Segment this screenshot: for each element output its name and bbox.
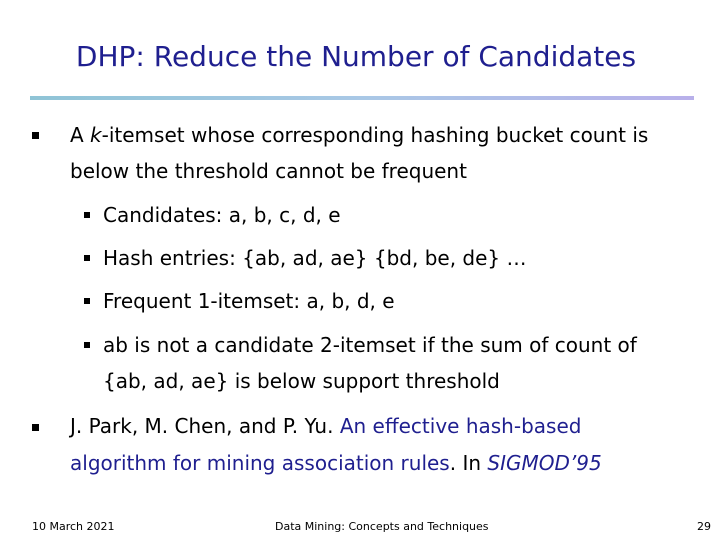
bullet-marker	[32, 132, 39, 139]
bullet-1-k-italic: k	[90, 123, 102, 147]
slide-title: DHP: Reduce the Number of Candidates	[75, 40, 637, 73]
citation-title-link-part-2[interactable]: algorithm for mining association rules	[70, 451, 450, 475]
footer-center-title: Data Mining: Concepts and Techniques	[275, 520, 489, 533]
title-divider	[30, 96, 694, 100]
sub-bullet-ab-line-1: ab is not a candidate 2-itemset if the sum of count of	[103, 333, 637, 357]
sub-bullet-ab-line-2: {ab, ad, ae} is below support threshold	[103, 369, 500, 393]
citation-in-text: . In	[449, 451, 488, 475]
bullet-2-line-2	[70, 445, 602, 481]
bullet-marker	[32, 424, 39, 431]
sub-bullet-hash-entries: Hash entries: {ab, ad, ae} {bd, be, de} …	[103, 246, 527, 270]
sub-bullet-candidates: Candidates: a, b, c, d, e	[103, 203, 341, 227]
footer-page-number: 29	[697, 520, 711, 533]
sub-bullet-marker	[84, 212, 90, 218]
bullet-1-text-a: A	[70, 123, 91, 147]
citation-venue: SIGMOD’95	[487, 451, 602, 475]
sub-bullet-frequent-1-itemset: Frequent 1-itemset: a, b, d, e	[103, 289, 395, 313]
bullet-1-line-1	[70, 117, 648, 153]
bullet-1-text-b: -itemset whose corresponding hashing bucket count is	[101, 123, 649, 147]
citation-authors: J. Park, M. Chen, and P. Yu.	[70, 414, 340, 438]
bullet-2-line-1	[70, 408, 581, 444]
footer-date: 10 March 2021	[32, 520, 115, 533]
citation-title-link-part-1[interactable]: An effective hash-based	[339, 414, 582, 438]
sub-bullet-marker	[84, 255, 90, 261]
bullet-1-line-2: below the threshold cannot be frequent	[70, 159, 467, 183]
sub-bullet-marker	[84, 342, 90, 348]
sub-bullet-marker	[84, 298, 90, 304]
